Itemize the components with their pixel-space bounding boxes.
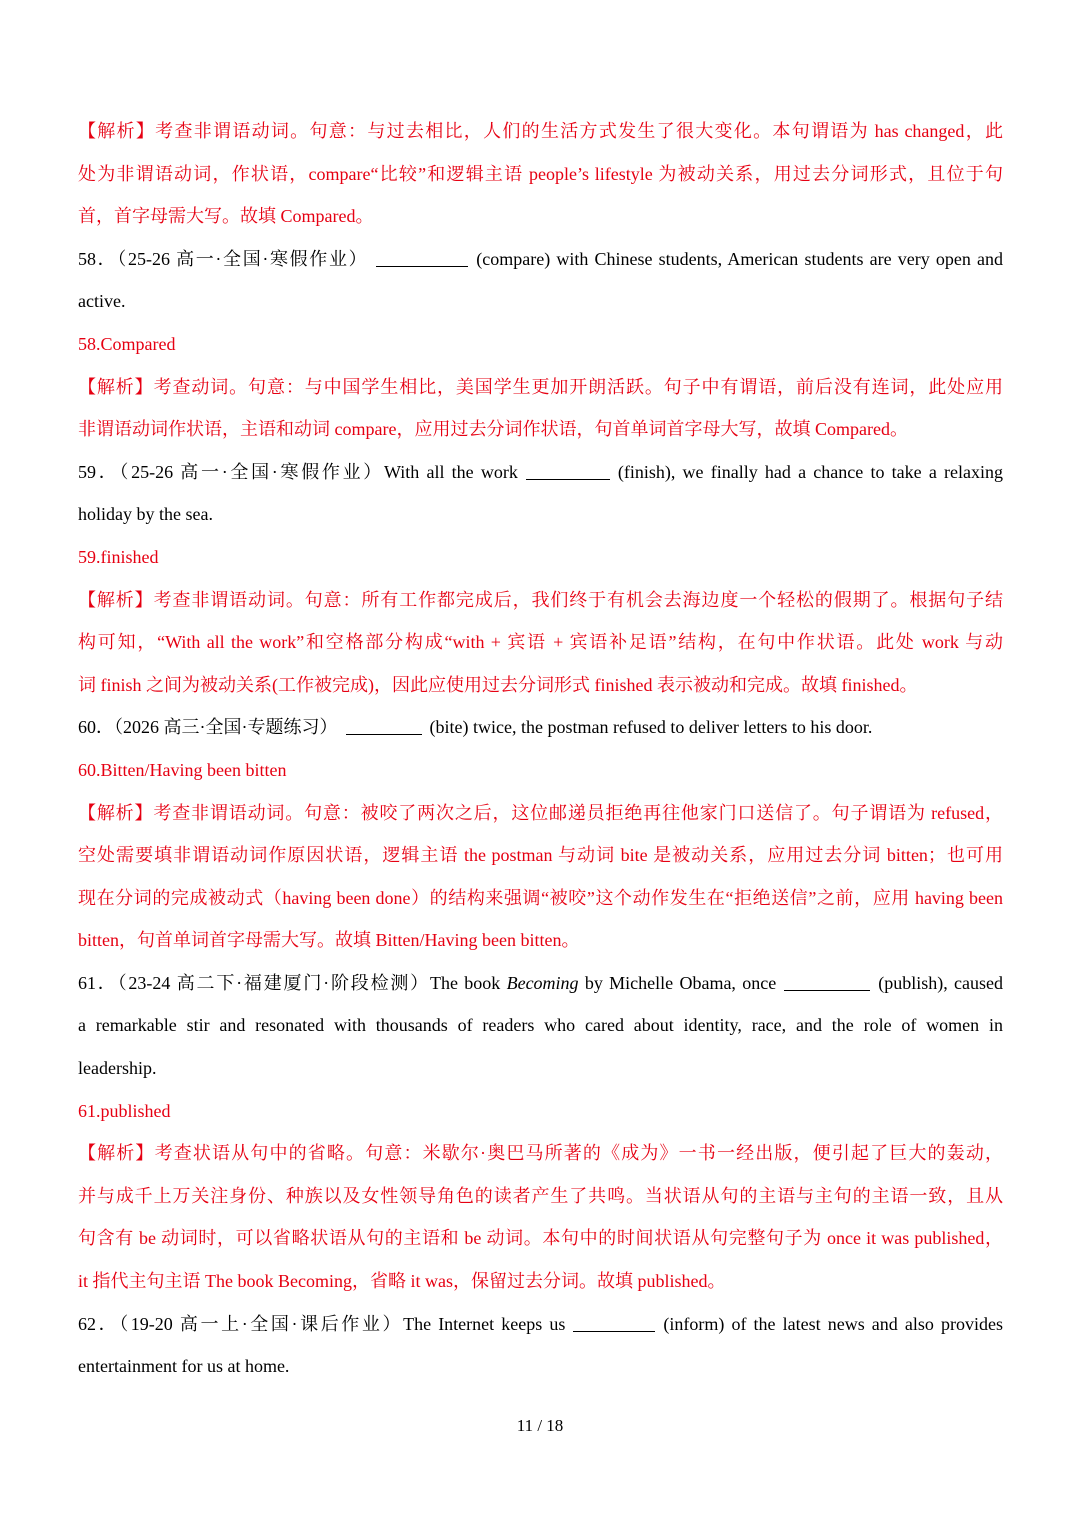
question-prefix: 58．（25-26 高一·全国·寒假作业） [78, 248, 369, 269]
question-suffix: (compare) with Chinese students, American students are very open and [476, 248, 1003, 269]
line-text: 并与成千上万关注身份、种族以及女性领导角色的读者产生了共鸣。当状语从句的主语与主句的主语一致，且从 [78, 1185, 1003, 1206]
answer-line [78, 919, 1003, 962]
answer-line [78, 834, 1003, 877]
question-prefix: 59．（25-26 高一·全国·寒假作业）With all the work [78, 461, 518, 482]
line-text: 【解析】考查非谓语动词。句意：被咬了两次之后，这位邮递员拒绝再往他家门口送信了。句子谓语为 refused， [78, 802, 1003, 823]
page-number: 11 / 18 [516, 1416, 564, 1435]
line-text: 句含有 be 动词时，可以省略状语从句的主语和 be 动词。本句中的时间状语从句完整句子为 once it was published， [78, 1228, 1003, 1249]
answer-line [78, 749, 1003, 792]
question-line [78, 962, 1003, 1005]
line-text: a remarkable stir and resonated with thousands of readers who cared about identity, race, and the role of women in [78, 1015, 1003, 1036]
question-prefix-continued: by Michelle Obama, once [578, 972, 777, 993]
answer-line [78, 1132, 1003, 1175]
line-text: 60.Bitten/Having been bitten [78, 759, 287, 780]
line-text: 词 finish 之间为被动关系(工作被完成)，因此应使用过去分词形式 finished 表示被动和完成。故填 finished。 [78, 674, 918, 695]
answer-blank [526, 461, 610, 480]
line-text: active. [78, 291, 126, 312]
answer-line [78, 110, 1003, 153]
answer-blank [346, 716, 422, 735]
answer-blank [376, 248, 468, 267]
text-line [78, 1004, 1003, 1047]
question-prefix: 61．（23-24 高二下·福建厦门·阶段检测）The book [78, 972, 507, 993]
answer-line [78, 153, 1003, 196]
line-text: 空处需要填非谓语动词作原因状语，逻辑主语 the postman 与动词 bite 是被动关系，应用过去分词 bitten；也可用 [78, 845, 1003, 866]
question-line [78, 706, 1003, 749]
answer-line [78, 877, 1003, 920]
line-text: 首，首字母需大写。故填 Compared。 [78, 206, 374, 227]
question-suffix: (bite) twice, the postman refused to deliver letters to his door. [429, 717, 873, 738]
answer-line [78, 1217, 1003, 1260]
line-text: 【解析】考查状语从句中的省略。句意：米歇尔·奥巴马所著的《成为》一书一经出版，便引起了巨大的轰动， [78, 1143, 1003, 1164]
answer-line [78, 195, 1003, 238]
line-text: 61.published [78, 1100, 171, 1121]
text-line [78, 493, 1003, 536]
line-text: leadership. [78, 1058, 157, 1079]
question-line [78, 238, 1003, 281]
answer-line [78, 323, 1003, 366]
question-suffix: (finish), we finally had a chance to take a relaxing [617, 461, 1003, 482]
question-line [78, 1303, 1003, 1346]
line-text: 59.finished [78, 546, 159, 567]
line-text: 【解析】考查非谓语动词。句意：与过去相比，人们的生活方式发生了很大变化。本句谓语为 has changed，此 [78, 121, 1003, 141]
line-text: 58.Compared [78, 333, 176, 354]
question-prefix: 60．（2026 高三·全国·专题练习） [78, 717, 338, 738]
answer-line [78, 664, 1003, 707]
answer-blank [573, 1313, 655, 1332]
question-suffix: (publish), caused [878, 972, 1003, 993]
line-text: holiday by the sea. [78, 504, 213, 525]
line-text: entertainment for us at home. [78, 1356, 290, 1377]
answer-line [78, 366, 1003, 409]
text-line [78, 280, 1003, 323]
line-text: 【解析】考查非谓语动词。句意：所有工作都完成后，我们终于有机会去海边度一个轻松的假期了。根据句子结 [78, 589, 1003, 610]
question-line [78, 451, 1003, 494]
answer-blank [784, 972, 870, 991]
document-body [78, 110, 1003, 1388]
question-prefix: 62．（19-20 高一上·全国·课后作业）The Internet keeps us [78, 1313, 566, 1334]
line-text: 现在分词的完成被动式（having been done）的结构来强调“被咬”这个动作发生在“拒绝送信”之前，应用 having been [78, 887, 1003, 908]
line-text: 处为非谓语动词，作状语，compare“比较”和逻辑主语 people’s lifestyle 为被动关系，用过去分词形式，且位于句 [78, 163, 1003, 184]
answer-line [78, 408, 1003, 451]
answer-line [78, 1090, 1003, 1133]
line-text: it 指代主句主语 The book Becoming，省略 it was，保留过去分词。故填 published。 [78, 1271, 726, 1292]
answer-line [78, 1260, 1003, 1303]
text-line [78, 1345, 1003, 1388]
answer-line [78, 621, 1003, 664]
answer-line [78, 579, 1003, 622]
line-text: bitten，句首单词首字母需大写。故填 Bitten/Having been bitten。 [78, 930, 580, 951]
answer-line [78, 1175, 1003, 1218]
answer-line [78, 536, 1003, 579]
line-text: 【解析】考查动词。句意：与中国学生相比，美国学生更加开朗活跃。句子中有谓语，前后没有连词，此处应用 [78, 376, 1003, 397]
answer-line [78, 792, 1003, 835]
book-title: Becoming [506, 972, 579, 993]
question-suffix: (inform) of the latest news and also provides [663, 1313, 1003, 1334]
text-line [78, 1047, 1003, 1090]
line-text: 构可知，“With all the work”和空格部分构成“with + 宾语 + 宾语补足语”结构，在句中作状语。此处 work 与动 [78, 632, 1003, 653]
line-text: 非谓语动词作状语，主语和动词 compare，应用过去分词作状语，句首单词首字母大写，故填 Compared。 [78, 419, 908, 440]
